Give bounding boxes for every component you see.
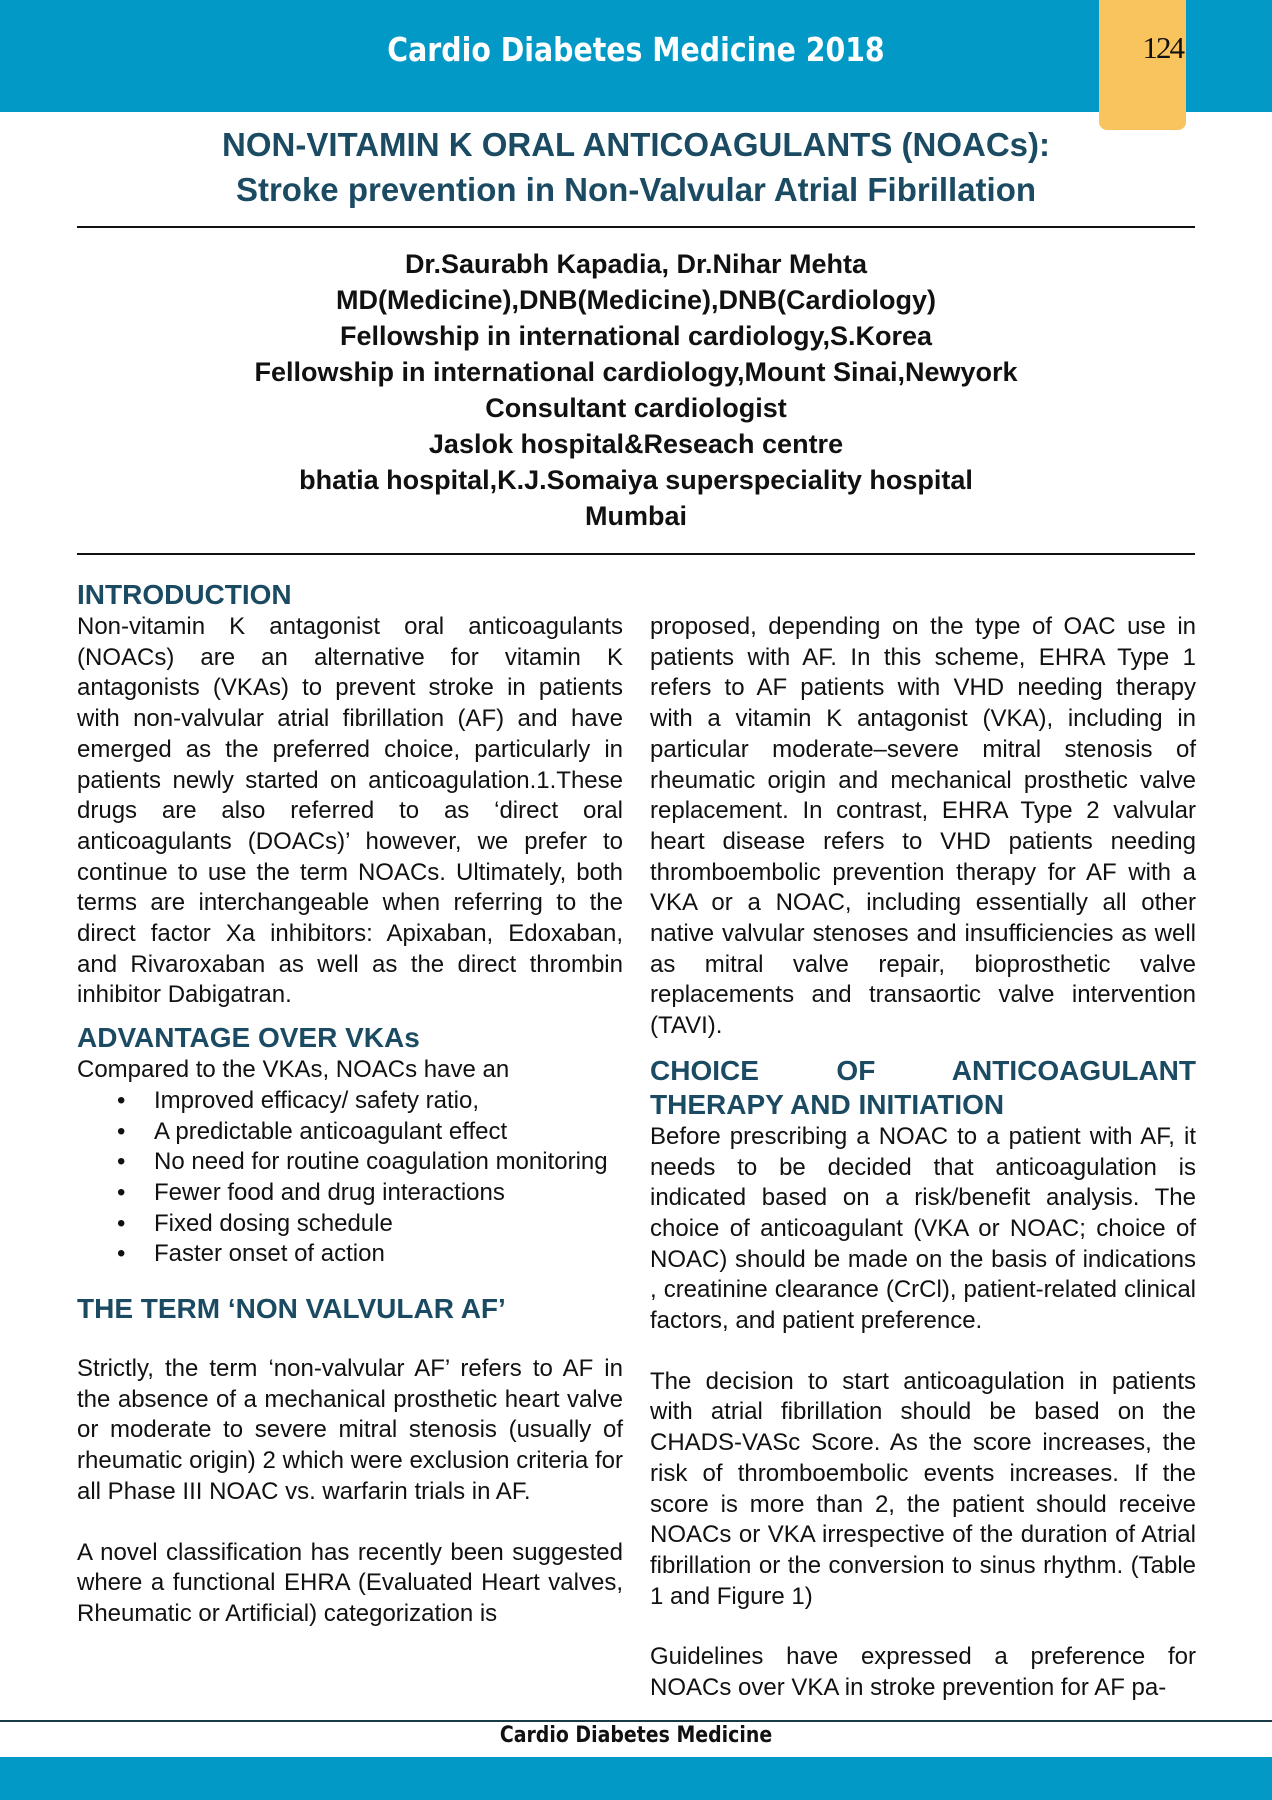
author-block <box>0 246 1272 534</box>
list-item: • Fixed dosing schedule <box>77 1209 623 1240</box>
term-paragraph: Strictly, the term ‘non-valvular AF’ refers to AF in the absence of a mechanical prosthetic heart valve or moderate to severe mitral stenosis (usually of rheumatic origin) 2 which were exclusion criteria for all Phase III NOAC vs. warfarin trials in AF. <box>77 1355 623 1505</box>
list-item: • A predictable anticoagulant effect <box>77 1117 623 1148</box>
footer-journal-name: Cardio Diabetes Medicine <box>499 1723 773 1748</box>
decision-paragraph: The decision to start anticoagulation in patients with atrial fibrillation should be based on the CHADS-VASc Score. As the score increases, the risk of thromboembolic events increases. If the score is more than 2, the patient should receive NOACs or VKA irrespective of the duration of Atrial fibrillation or the conversion to sinus rhythm. (Table 1 and Figure 1) <box>650 1367 1196 1610</box>
footer-divider <box>0 1720 1272 1722</box>
choice-paragraph: Before prescribing a NOAC to a patient with AF, it needs to be decided that anticoagulation is indicated based on a risk/benefit analysis. The choice of anticoagulant (VKA or NOAC; choice of NOAC) should be made on the basis of indications , creatinine clearance (CrCl), patient-related clinical factors, and patient preference. <box>650 1122 1196 1335</box>
author-affiliation-1: Jaslok hospital&Reseach centre <box>428 429 844 459</box>
advantage-intro: Compared to the VKAs, NOACs have an <box>77 1056 510 1084</box>
term-heading: THE TERM ‘NON VALVULAR AF’ <box>77 1293 506 1325</box>
authors-divider <box>77 553 1195 555</box>
ehra-paragraph: proposed, depending on the type of OAC use in patients with AF. In this scheme, EHRA Type 1 refers to AF patients with VHD needing therapy with a vitamin K antagonist (VKA), including in particular moderate–severe mitral stenosis of rheumatic origin and mechanical prosthetic valve replacement. In contrast, EHRA Type 2 valvular heart disease refers to VHD patients needing thromboembolic prevention therapy for AF with a VKA or a NOAC, including essentially all other native valvular stenoses and insufficiencies as well as mitral valve repair, bioprosthetic valve replacements and transaortic valve intervention (TAVI). <box>650 613 1196 1040</box>
journal-title: Cardio Diabetes Medicine 2018 <box>387 30 885 69</box>
author-affiliation-2: bhatia hospital,K.J.Somaiya superspeciality hospital <box>299 465 973 495</box>
right-column <box>650 612 1196 1704</box>
article-subtitle: Stroke prevention in Non-Valvular Atrial Fibrillation <box>235 171 1037 208</box>
introduction-heading: INTRODUCTION <box>77 579 292 610</box>
author-names: Dr.Saurabh Kapadia, Dr.Nihar Mehta <box>404 249 868 279</box>
list-item: • Improved efficacy/ safety ratio, <box>77 1086 623 1117</box>
choice-heading: CHOICE OF ANTICOAGULANT THERAPY AND INITIATION <box>650 1054 1196 1120</box>
author-city: Mumbai <box>584 501 687 531</box>
footer-band <box>0 1757 1272 1800</box>
author-role: Consultant cardiologist <box>485 393 787 423</box>
guidelines-paragraph: Guidelines have expressed a preference for NOACs over VKA in stroke prevention for AF pa- <box>650 1643 1196 1702</box>
advantage-list <box>77 1086 623 1270</box>
advantage-heading: ADVANTAGE OVER VKAs <box>77 1022 420 1054</box>
list-item: • Faster onset of action <box>77 1239 623 1270</box>
author-fellowship-newyork: Fellowship in international cardiology,Mount Sinai,Newyork <box>254 357 1018 387</box>
author-degrees: MD(Medicine),DNB(Medicine),DNB(Cardiology) <box>336 285 936 315</box>
list-item: • Fewer food and drug interactions <box>77 1178 623 1209</box>
novel-classification-paragraph: A novel classification has recently been suggested where a functional EHRA (Evaluated Heart valves, Rheumatic or Artificial) categorization is <box>77 1538 623 1627</box>
page-number-tab <box>1099 0 1186 130</box>
left-column <box>77 578 623 1630</box>
title-divider <box>77 226 1195 228</box>
author-fellowship-korea: Fellowship in international cardiology,S.Korea <box>339 321 933 351</box>
page-number: 124 <box>1142 30 1183 65</box>
introduction-paragraph: Non-vitamin K antagonist oral anticoagulants (NOACs) are an alternative for vitamin K antagonists (VKAs) to prevent stroke in patients with non-valvular atrial fibrillation (AF) and have emerged as the preferred choice, particularly in patients newly started on anticoagulation.1.These drugs are also referred to as ‘direct oral anticoagulants (DOACs)’ however, we prefer to continue to use the term NOACs. Ultimately, both terms are interchangeable when referring to the direct factor Xa inhibitors: Apixaban, Edoxaban, and Rivaroxaban as well as the direct thrombin inhibitor Dabigatran. <box>77 613 623 1009</box>
list-item: • No need for routine coagulation monitoring <box>77 1147 623 1178</box>
article-title: NON-VITAMIN K ORAL ANTICOAGULANTS (NOACs): <box>222 126 1050 163</box>
